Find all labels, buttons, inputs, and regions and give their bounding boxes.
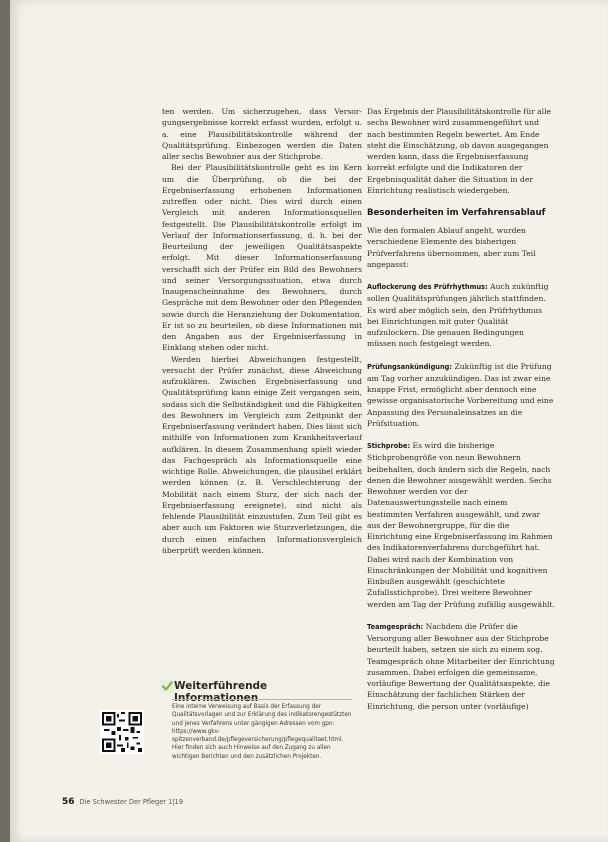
section-heading: Besonderheiten im Verfahrensablauf — [367, 208, 546, 218]
list-item — [367, 621, 555, 712]
check-icon — [160, 679, 174, 693]
page-number: 56 — [62, 797, 75, 807]
item-text: Auch zukünftig sollen Qualitätsprüfungen jährlich stattfinden. Es wird aber möglich sein, den Prüfrhythmus bei Einrichtungen mit guter Qualität aufzulockern. Die genauen Bedingungen müssen noch festgelegt werden. — [367, 282, 549, 349]
paragraph: Das Ergebnis der Plausibilitätskontrolle für alle sechs Bewohner wird zusammengeführt und nach bestimmten Regeln bewertet. Am Ende steht die Einschätzung, ob davon ausgegangen werden kann, dass die Ergebniserfassung korrekt erfolgte und die Indikatoren der Ergebnisqualität daher die Situation in der Einrichtung realistisch wiedergeben. — [367, 107, 552, 195]
qr-code — [100, 710, 144, 754]
paragraph: Werden hierbei Abweichungen festgestellt, versucht der Prüfer zunächst, diese Abweichung aufzuklären. Zwischen Ergebniserfassung und Qualitätsprüfung kann einige Zeit vergangen sein, sodass sich die Selbständigkeit und die Fähigkeiten des Bewohners im Vergleich zum Zeitpunkt der Ergebniserfassung verändert haben. Dies lässt sich mithilfe von Informationen zum Krankheitsverlauf aufklären. In diesem Zusammenhang spielt wieder das Fachgespräch als Informationsquelle eine wichtige Rolle. Abweichungen, die plausibel erklärt werden können (z. B. Verschlechterung der Mobilität nach einem Sturz, der sich nach der Ergebniserfassung ereignete), sind nicht als fehlende Plausibilität einzustufen. Zum Teil gibt es aber auch um Faktoren wie Sturzverletzungen, die durch einen einfachen Informationsvergleich überprüft werden können. — [162, 354, 362, 555]
info-box-text: Eine interne Verweisung auf Basis der Erfassung der Qualitätsvorlagen und zur Erklärung des indikatorengestützten und jenes Verfahrens unter gängigen Adressen vom gpn: https://www.gkv-spitzenverband.de/pflegeversicherung/pflegequalitaet.html. Hier finden sich auch Hinweise auf den Zugang zu allen wichtigen Berichten und den zusätzlichen Projekten. — [172, 704, 352, 760]
further-information-box — [90, 670, 354, 788]
right-text-column — [367, 106, 555, 712]
left-text-column — [162, 106, 362, 556]
item-text: Es wird die bisherige Stichprobengröße von neun Bewohnern beibehalten, doch ändern sich die Regeln, nach denen die Bewohner ausgewählt werden. Sechs Bewohner werden vor der Datenauswertungsstelle nach einem bestimmten Verfahren ausgewählt, und zwar aus der Bewohnergruppe, für die die Einrichtung eine Ergebniserfassung im Rahmen des Indikatorenverfahrens durchgeführt hat. Dabei wird nach der Kombination von Einschränkungen der Mobilität und kognitiven Einbußen ausgewählt (geschichtete Zufallsstichprobe). Drei weitere Bewohner werden am Tag der Prüfung zufällig ausgewählt. — [367, 441, 555, 609]
item-text: Zukünftig ist die Prüfung am Tag vorher anzukündigen. Das ist zwar eine knappe Frist, ermöglicht aber dennoch eine gewisse organisatorische Vorbereitung und eine Anpassung des Personaleinsatzes an die Prüfsituation. — [367, 361, 554, 428]
paragraph: Bei der Plausibilitätskontrolle geht es im Kern um die Überprüfung, ob die bei der Ergebniserfassung erhobenen Informationen zutreffen oder nicht. Dies wird durch einen Vergleich mit anderen Informationsquellen festgestellt. Die Plausibilitätskontrolle erfolgt im Verlauf der Informationserfassung, d. h. bei der Beurteilung der jeweiligen Qualitätsaspekte erfolgt. Mit dieser Informationserfassung verschafft sich der Prüfer ein Bild des Bewohners und seiner Versorgungssituation, etwa durch Inaugenscheinnahme des Bewohners, durch Gespräche mit dem Bewohner oder den Pflegenden sowie durch die Heranziehung der Dokumentation. Er ist so zu beurteilen, ob diese Informationen mit den Angaben aus der Ergebniserfassung in Einklang stehen oder nicht. — [162, 163, 362, 353]
list-item — [367, 440, 555, 610]
item-label: Auflockerung des Prüfrhythmus: — [367, 283, 488, 291]
item-label: Stichprobe: — [367, 442, 411, 450]
list-item — [367, 361, 555, 430]
publication-name: Die Schwester Der Pfleger 1|19 — [79, 798, 183, 806]
paragraph: ten werden. Um sicherzugehen, dass Versor-gungsergebnisse korrekt erfasst wurden, erfolgt u. a. eine Plausibilitätskontrolle während der Qualitätsprüfung. Einbezogen werden die Daten aller sechs Bewohner aus der Stichprobe. — [162, 107, 362, 161]
page-footer — [62, 797, 183, 807]
item-label: Prüfungsankündigung: — [367, 362, 453, 371]
info-box-title: Weiterführende Informationen — [174, 680, 268, 704]
item-text: Nachdem die Prüfer die Versorgung aller Bewohner aus der Stichprobe beurteilt haben, setzen sie sich zu einem sog. Teamgespräch ohne Mitarbeiter der Einrichtung zusammen. Dabei erfolgen die gemeinsame, vorläufige Bewertung der Qualitätsaspekte, die Einschätzung der fachlichen Stärken der Einrichtung, die person unter (vorläufige) — [367, 621, 555, 711]
item-label: Teamgespräch: — [367, 622, 424, 631]
list-item — [367, 281, 555, 350]
magazine-page — [10, 0, 608, 842]
divider — [172, 699, 352, 700]
paragraph: Wie den formalen Ablauf angeht, wurden verschiedene Elemente des bisherigen Prüfverfahrens übernommen, aber zum Teil angepasst: — [367, 226, 536, 269]
